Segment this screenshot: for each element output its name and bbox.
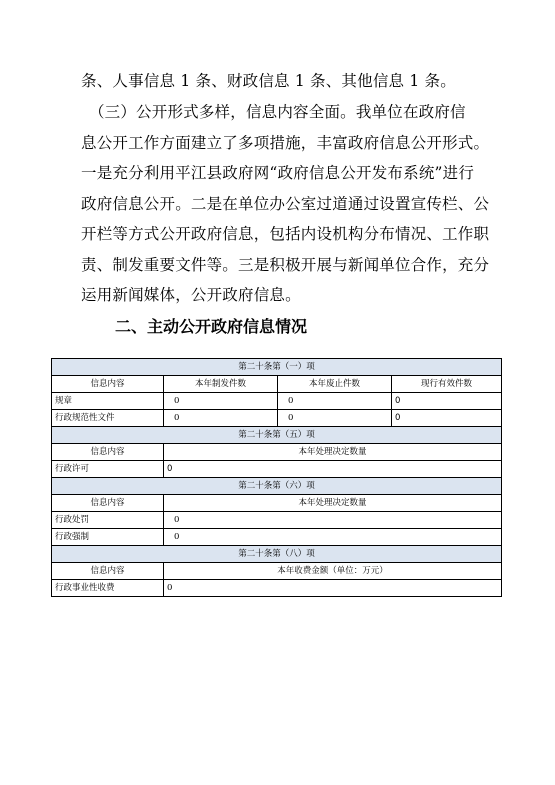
- value-cell: 0: [392, 393, 502, 410]
- table-row: [52, 580, 502, 597]
- header-row: [52, 563, 502, 580]
- value-cell: 0: [278, 410, 392, 427]
- section-title: 第二十条第（六）项: [52, 478, 502, 495]
- table-row: [52, 393, 502, 410]
- value-cell: 0: [278, 393, 392, 410]
- value-cell: 0: [392, 410, 502, 427]
- row-label: 行政事业性收费: [52, 580, 164, 597]
- paragraph-line: 息公开工作方面建立了多项措施，丰富政府信息公开形式。: [81, 133, 490, 152]
- value-cell: 0: [164, 410, 278, 427]
- header-row: [52, 376, 502, 393]
- section-title-row: [52, 359, 502, 376]
- disclosure-table: [51, 358, 502, 597]
- value-cell: 0: [164, 580, 502, 597]
- row-label: 行政强制: [52, 529, 164, 546]
- value-cell: 0: [164, 529, 502, 546]
- header-cell: 本年制发件数: [164, 376, 278, 393]
- paragraph-line: 开栏等方式公开政府信息，包括内设机构分布情况、工作职: [81, 225, 490, 243]
- header-cell: 本年废止件数: [278, 376, 392, 393]
- row-label: 行政处罚: [52, 512, 164, 529]
- section-heading: 二、主动公开政府信息情况: [115, 317, 308, 336]
- header-row: [52, 495, 502, 512]
- header-row: [52, 444, 502, 461]
- header-cell: 信息内容: [52, 495, 164, 512]
- header-cell: 信息内容: [52, 376, 164, 393]
- paragraph-info-counts: [81, 66, 476, 97]
- table-row: [52, 461, 502, 478]
- table-row: [52, 410, 502, 427]
- section-title: 第二十条第（八）项: [52, 546, 502, 563]
- value-cell: 0: [164, 393, 278, 410]
- section-title-row: [52, 427, 502, 444]
- paragraph-line: 一是充分利用平江县政府网“政府信息公开发布系统”进行: [81, 164, 475, 182]
- section-title-row: [52, 546, 502, 563]
- header-cell: 本年处理决定数量: [164, 444, 502, 461]
- paragraph-line: 运用新闻媒体，公开政府信息。: [81, 286, 301, 304]
- paragraph-line: （三）公开形式多样，信息内容全面。我单位在政府信: [81, 103, 466, 121]
- table-row: [52, 512, 502, 529]
- paragraph-line: 责、制发重要文件等。三是积极开展与新闻单位合作，充分: [81, 255, 490, 274]
- row-label: 规章: [52, 393, 164, 410]
- value-cell: 0: [164, 512, 502, 529]
- value-cell: 0: [164, 461, 502, 478]
- header-cell: 现行有效件数: [392, 376, 502, 393]
- header-cell: 信息内容: [52, 444, 164, 461]
- row-label: 行政许可: [52, 461, 164, 478]
- row-label: 行政规范性文件: [52, 410, 164, 427]
- header-cell: 信息内容: [52, 563, 164, 580]
- table-row: [52, 529, 502, 546]
- section-title-row: [52, 478, 502, 495]
- section-title: 第二十条第（一）项: [52, 359, 502, 376]
- header-cell: 本年收费金额（单位：万元）: [164, 563, 502, 580]
- header-cell: 本年处理决定数量: [164, 495, 502, 512]
- paragraph-line: 政府信息公开。二是在单位办公室过道通过设置宣传栏、公: [81, 194, 490, 213]
- paragraph-disclosure-forms: [81, 97, 490, 311]
- section-title: 第二十条第（五）项: [52, 427, 502, 444]
- paragraph-line: 条、人事信息 1 条、财政信息 1 条、其他信息 1 条。: [81, 72, 456, 90]
